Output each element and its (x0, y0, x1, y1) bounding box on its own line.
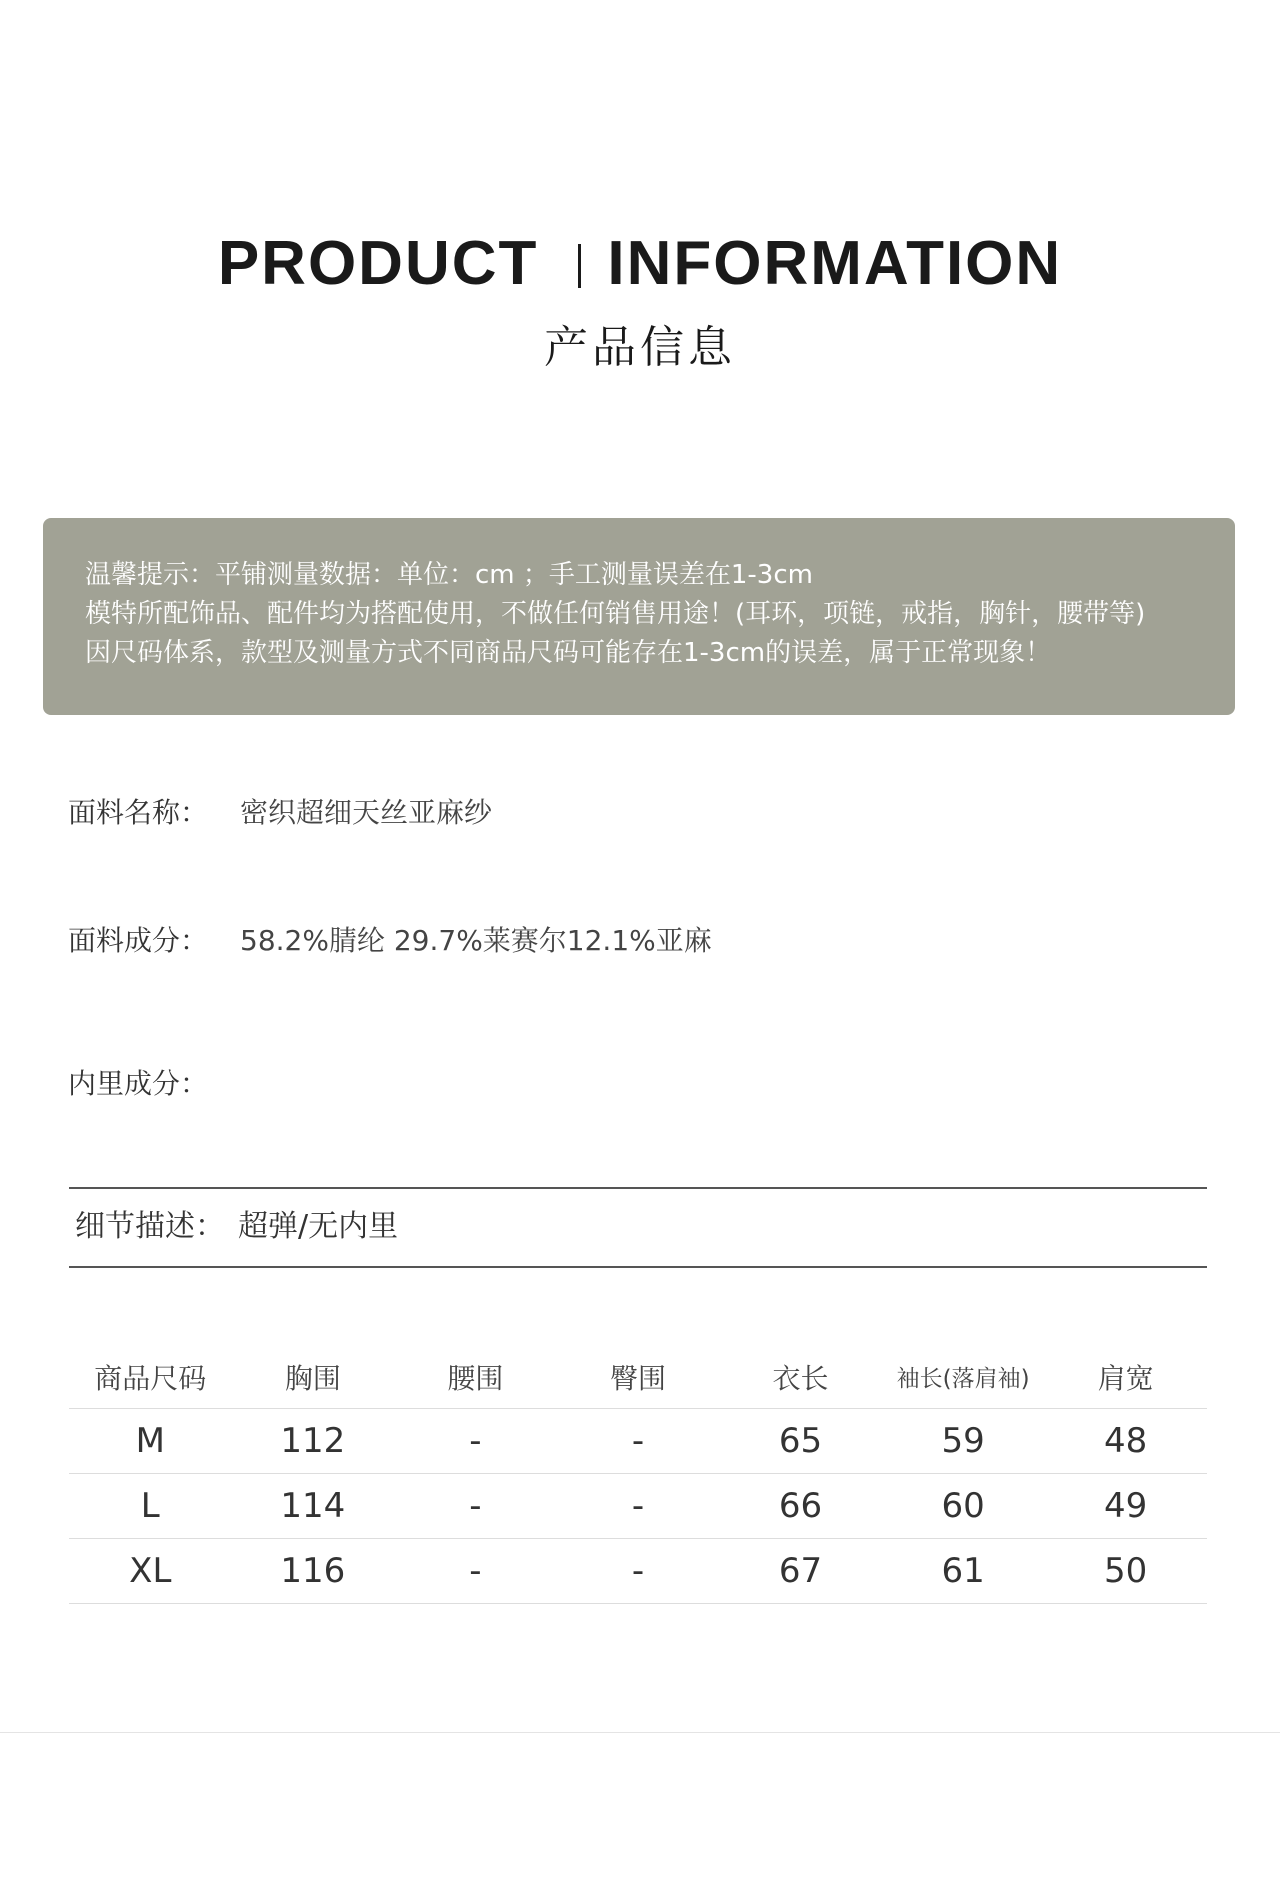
cell-waist: - (394, 1539, 557, 1604)
lining-row (68, 1064, 240, 1104)
cell-chest: 116 (232, 1539, 395, 1604)
cell-shoulder: 48 (1044, 1409, 1207, 1474)
fabric-name-row (68, 793, 492, 833)
notice-line: 因尺码体系，款型及测量方式不同商品尺码可能存在1-3cm的误差，属于正常现象！ (85, 638, 1052, 668)
header-sleeve: 袖长(落肩袖) (882, 1345, 1045, 1409)
header-shoulder: 肩宽 (1044, 1345, 1207, 1409)
cell-size: L (69, 1474, 232, 1539)
header-length: 衣长 (719, 1345, 882, 1409)
fabric-composition-row (68, 921, 712, 961)
size-table-header (69, 1345, 1207, 1409)
detail-value: 超弹/无内里 (238, 1209, 399, 1244)
table-row (69, 1474, 1207, 1539)
table-row (69, 1409, 1207, 1474)
page-subtitle: 产品信息 (544, 322, 736, 373)
cell-chest: 114 (232, 1474, 395, 1539)
cell-shoulder: 50 (1044, 1539, 1207, 1604)
cell-chest: 112 (232, 1409, 395, 1474)
title-product: PRODUCT (217, 229, 539, 298)
table-row (69, 1539, 1207, 1604)
notice-line: 模特所配饰品、配件均为搭配使用，不做任何销售用途！(耳环，项链，戒指，胸针，腰带等) (85, 599, 1146, 629)
cell-size: XL (69, 1539, 232, 1604)
cell-length: 66 (719, 1474, 882, 1539)
cell-size: M (69, 1409, 232, 1474)
header-chest: 胸围 (232, 1345, 395, 1409)
footer-divider (0, 1732, 1280, 1733)
cell-sleeve: 61 (882, 1539, 1045, 1604)
header-size: 商品尺码 (69, 1345, 232, 1409)
notice-line: 温馨提示：平铺测量数据：单位：cm ；手工测量误差在1-3cm (85, 560, 813, 590)
fabric-composition-value: 58.2%腈纶 29.7%莱赛尔12.1%亚麻 (240, 924, 712, 957)
fabric-name-label: 面料名称： (68, 796, 209, 829)
detail-label: 细节描述： (75, 1209, 225, 1244)
title-divider (578, 244, 581, 288)
size-table (69, 1345, 1207, 1604)
cell-length: 65 (719, 1409, 882, 1474)
cell-waist: - (394, 1409, 557, 1474)
fabric-name-value: 密织超细天丝亚麻纱 (240, 796, 493, 829)
divider-bottom (69, 1266, 1207, 1268)
cell-length: 67 (719, 1539, 882, 1604)
divider-top (69, 1187, 1207, 1189)
cell-sleeve: 60 (882, 1474, 1045, 1539)
cell-waist: - (394, 1474, 557, 1539)
header-hip: 臀围 (557, 1345, 720, 1409)
cell-hip: - (557, 1539, 720, 1604)
cell-hip: - (557, 1409, 720, 1474)
title-information: INFORMATION (607, 229, 1063, 298)
notice-box (43, 518, 1235, 715)
cell-shoulder: 49 (1044, 1474, 1207, 1539)
page-title (0, 228, 1280, 300)
cell-sleeve: 59 (882, 1409, 1045, 1474)
fabric-composition-label: 面料成分： (68, 924, 209, 957)
lining-label: 内里成分： (68, 1067, 209, 1100)
header-waist: 腰围 (394, 1345, 557, 1409)
cell-hip: - (557, 1474, 720, 1539)
detail-row (75, 1207, 398, 1247)
